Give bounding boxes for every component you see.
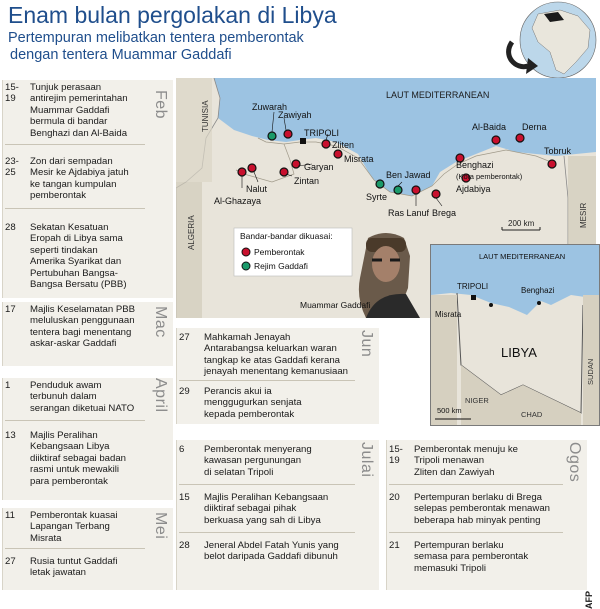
city-label-tripoli: TRIPOLI xyxy=(304,128,340,138)
mesir-label: MESIR xyxy=(579,202,588,228)
city-dot-zintan xyxy=(280,168,288,176)
city-label-benghazi: Benghazi xyxy=(456,160,494,170)
inset-chad-label: CHAD xyxy=(521,410,543,419)
entry-text: Majlis Peralihan Kebangsaan Libya diiktiraf sebagai badan rasmi untuk mewakili para pemberontak xyxy=(30,430,127,487)
city-dot-syrte xyxy=(376,180,384,188)
inset-benghazi-label: Benghazi xyxy=(521,286,555,295)
afp-logo: AFP xyxy=(584,591,594,609)
city-dot-ghazaya xyxy=(238,168,246,176)
city-dot-garyan xyxy=(292,160,300,168)
entry-date: 23- 25 xyxy=(5,156,19,179)
entry-text: Tunjuk perasaan antirejim pemerintahan Muammar Gaddafi bermula di bandar Benghazi dan Al-Baida xyxy=(30,82,128,139)
entry-text: Rusia tuntut Gaddafi letak jawatan xyxy=(30,556,118,579)
city-label-zuwarah: Zuwarah xyxy=(252,102,288,112)
divider xyxy=(5,420,145,421)
card-april xyxy=(2,378,173,500)
inset-misrata-label: Misrata xyxy=(435,310,462,319)
entry-text: Perancis akui ia menggugurkan senjata kepada pemberontak xyxy=(204,386,302,420)
divider xyxy=(179,380,355,381)
city-dot-ben-jawad xyxy=(394,186,402,194)
entry-date: 21 xyxy=(389,540,400,551)
city-dot-ras-lanuf xyxy=(412,186,420,194)
divider xyxy=(389,532,563,533)
entry-text: Majlis Peralihan Kebangsaan diiktiraf sebagai pihak berkuasa yang sah di Libya xyxy=(204,492,329,526)
entry-text: Sekatan Kesatuan Eropah di Libya sama seperti tindakan Amerika Syarikat dan Pertubuhan Bangsa- Bangsa Bersatu (PBB) xyxy=(30,222,127,291)
city-label-zawiyah: Zawiyah xyxy=(278,110,312,120)
entry-text: Mahkamah Jenayah Antarabangsa keluarkan waran tangkap ke atas Gaddafi kerana jenayah menentang kemanusiaan xyxy=(204,332,349,378)
entry-date: 20 xyxy=(389,492,400,503)
city-label-ras-lanuf: Ras Lanuf xyxy=(388,208,430,218)
page-title: Enam bulan pergolakan di Libya xyxy=(8,2,337,28)
entry-text: Penduduk awam terbunuh dalam serangan diketuai NATO xyxy=(30,380,135,414)
city-label-nalut: Nalut xyxy=(246,184,268,194)
city-label-derna: Derna xyxy=(522,122,547,132)
card-ogos xyxy=(386,440,587,590)
city-marker-tripoli xyxy=(300,138,306,144)
entry-date: 13 xyxy=(5,430,16,441)
card-jun xyxy=(176,328,379,424)
entry-date: 1 xyxy=(5,380,11,391)
city-label-albaida: Al-Baida xyxy=(472,122,507,132)
month-label-mei: Mei xyxy=(152,512,169,540)
divider xyxy=(5,548,145,549)
entry-date: 29 xyxy=(179,386,190,397)
inset-benghazi-dot xyxy=(537,301,541,305)
inset-scale-label: 500 km xyxy=(437,406,462,415)
legend-title: Bandar-bandar dikuasai: xyxy=(240,231,333,241)
subtitle-line-2: dengan tentera Muammar Gaddafi xyxy=(10,47,232,63)
city-dot-zliten xyxy=(322,140,330,148)
entry-date: 15 xyxy=(179,492,190,503)
city-label-ben-jawad: Ben Jawad xyxy=(386,170,431,180)
entry-text: Majlis Keselamatan PBB meluluskan penggunaan tentera bagi menentang askar-askar Gaddafi xyxy=(30,304,136,350)
entry-date: 6 xyxy=(179,444,185,455)
entry-date: 28 xyxy=(179,540,190,551)
city-label-tobruk: Tobruk xyxy=(544,146,572,156)
city-dot-zuwarah xyxy=(268,132,276,140)
page-subtitle xyxy=(8,30,428,64)
city-label-zliten: Zliten xyxy=(332,140,355,150)
divider xyxy=(5,144,145,145)
card-mei xyxy=(2,508,173,590)
inset-libya-label: LIBYA xyxy=(501,345,537,360)
inset-niger-label: NIGER xyxy=(465,396,489,405)
legend-gaddafi-label: Rejim Gaddafi xyxy=(254,261,308,271)
month-label-april: April xyxy=(152,378,169,413)
sea-label: LAUT MEDITERRANEAN xyxy=(386,90,490,100)
city-dot-nalut xyxy=(248,164,256,172)
inset-sudan-label: SUDAN xyxy=(586,358,595,385)
divider xyxy=(389,484,563,485)
entry-text: Pemberontak menyerang kawasan pergunungan di selatan Tripoli xyxy=(204,444,312,478)
entry-text: Pertempuran berlaku di Brega selepas pemberontak menawan beberapa hab minyak penting xyxy=(414,492,550,526)
divider xyxy=(5,208,145,209)
city-dot-brega xyxy=(432,190,440,198)
city-label-brega: Brega xyxy=(432,208,457,218)
divider xyxy=(179,484,355,485)
city-label-garyan: Garyan xyxy=(304,162,334,172)
entry-text: Pemberontak kuasai Lapangan Terbang Misrata xyxy=(30,510,118,544)
tunisia-label: TUNISIA xyxy=(201,100,210,132)
city-label-misrata: Misrata xyxy=(344,154,374,164)
city-label-ajdabiya: Ajdabiya xyxy=(456,184,491,194)
globe-locator xyxy=(498,0,600,78)
city-dot-tobruk xyxy=(548,160,556,168)
card-feb xyxy=(2,80,173,298)
month-label-feb: Feb xyxy=(152,90,169,120)
city-dot-derna xyxy=(516,134,524,142)
legend-gaddafi-dot xyxy=(242,262,250,270)
inset-tripoli-label: TRIPOLI xyxy=(457,282,489,291)
entry-text: Jeneral Abdel Fatah Yunis yang belot daripada Gaddafi dibunuh xyxy=(204,540,339,563)
city-label-zintan: Zintan xyxy=(294,176,320,186)
city-dot-misrata xyxy=(334,150,342,158)
divider xyxy=(179,532,355,533)
month-label-ogos: Ogos xyxy=(566,442,583,483)
month-label-jun: Jun xyxy=(358,330,375,358)
map-scale: 200 km xyxy=(508,219,535,228)
card-mac xyxy=(2,302,173,366)
entry-date: 27 xyxy=(179,332,190,343)
card-julai xyxy=(176,440,379,590)
entry-text: Zon dari sempadan Mesir ke Ajdabiya jatuh ke tangan kumpulan pemberontak xyxy=(30,156,129,202)
inset-sea-label: LAUT MEDITERRANEAN xyxy=(479,252,566,261)
legend-rebel-dot xyxy=(242,248,250,256)
entry-date: 15- 19 xyxy=(389,444,403,467)
month-label-julai: Julai xyxy=(358,442,375,478)
month-label-mac: Mac xyxy=(152,306,169,338)
entry-date: 15- 19 xyxy=(5,82,19,105)
entry-text: Pemberontak menuju ke Tripoli menawan Zliten dan Zawiyah xyxy=(414,444,518,478)
inset-map xyxy=(430,244,600,426)
legend-rebel-label: Pemberontak xyxy=(254,247,305,257)
entry-date: 11 xyxy=(5,510,15,521)
entry-date: 27 xyxy=(5,556,16,567)
algeria-label: ALGERIA xyxy=(187,215,196,250)
inset-misrata-dot xyxy=(489,303,493,307)
entry-date: 28 xyxy=(5,222,16,233)
city-dot-albaida xyxy=(492,136,500,144)
city-label-ghazaya: Al-Ghazaya xyxy=(214,196,262,206)
city-dot-zawiyah xyxy=(284,130,292,138)
subtitle-line-1: Pertempuran melibatkan tentera pemberontak xyxy=(8,30,304,46)
portrait-caption: Muammar Gaddafi xyxy=(300,300,371,310)
entry-date: 17 xyxy=(5,304,16,315)
inset-tripoli-marker xyxy=(471,295,476,300)
city-label-benghazi-note: (Kota pemberontak) xyxy=(456,172,523,181)
entry-text: Pertempuran berlaku semasa para pemberontak memasuki Tripoli xyxy=(414,540,529,574)
city-label-syrte: Syrte xyxy=(366,192,388,202)
